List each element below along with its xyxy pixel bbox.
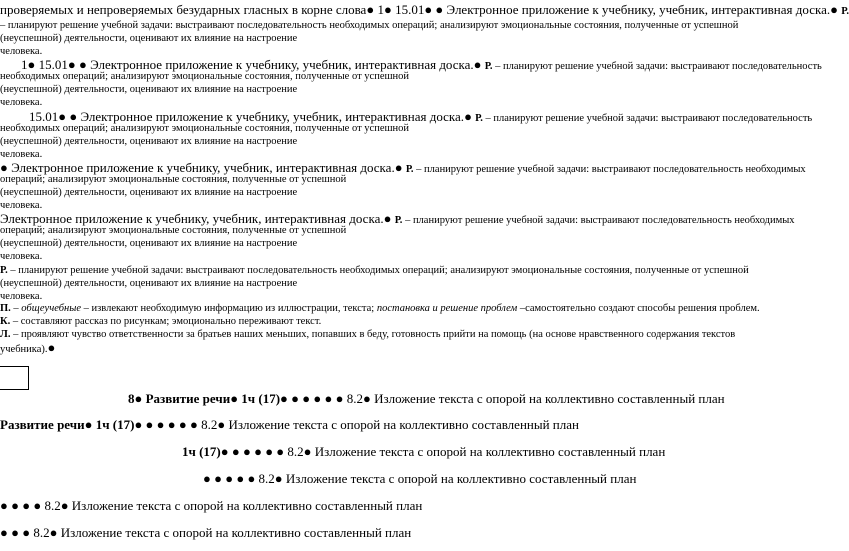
bullet-icon: ● (473, 57, 482, 72)
bullet-icon: ● (230, 391, 239, 406)
bullet-icon: ● (49, 525, 58, 540)
regulatory-label: Р. (841, 6, 849, 17)
plan-row (203, 471, 636, 486)
bullet-icon: ● (464, 109, 472, 124)
bullet-icon: ● (134, 391, 143, 406)
table-cell-box (0, 366, 29, 390)
regulatory-text: – планируют решение учебной задачи: выстраивают последовательность необходимых (405, 215, 795, 226)
lesson-topic: Изложение текста с опорой на коллективно составленный план (285, 471, 637, 486)
regulatory-text: – планируют решение учебной задачи: выстраивают последовательность (495, 61, 822, 72)
bullet-icon: ● (435, 2, 444, 17)
date: 15.01 (395, 2, 425, 17)
italic-term: постановка и решение проблем (376, 303, 518, 314)
cognitive-text: –самостоятельно создают способы решения проблем. (519, 303, 760, 314)
bullet-icon: ● (134, 417, 143, 432)
text-line (0, 315, 321, 328)
lesson-code: 8.2 (44, 498, 61, 513)
bullet-icon: ● (47, 340, 56, 355)
text-line: необходимых операций; анализируют эмоциональные состояния, полученные от успешной (0, 123, 410, 134)
text-line: человека. (0, 149, 43, 160)
regulatory-label: Р. (394, 215, 403, 226)
bullet-icon: ● (22, 498, 31, 513)
resources-text: Электронное приложение к учебнику, учебник, интерактивная доска. (80, 109, 465, 124)
personal-text: – проявляют чувство ответственности за братьев наших меньших, попавших в беду, готовность прийти на помощь (на основе нравственного содержания текстов (13, 329, 736, 340)
lesson-topic: Изложение текста с опорой на коллективно составленный план (228, 417, 579, 432)
text-line: (неуспешной) деятельности, оценивают их влияние на настроение (0, 136, 298, 147)
bullet-icon: ● (203, 471, 211, 486)
bullet-icon: ● (33, 498, 42, 513)
text-line (0, 264, 749, 277)
plan-row (0, 417, 579, 432)
regulatory-text: – планируют решение учебной задачи: выстраивают последовательность необходимых (416, 164, 806, 175)
bullet-icon: ● (156, 417, 165, 432)
text-line: (неуспешной) деятельности, оценивают их влияние на настроение (0, 238, 298, 249)
hours: 1ч (17) (95, 417, 135, 432)
bullet-icon: ● (60, 498, 69, 513)
text-line: человека. (0, 46, 43, 57)
hours: 1ч (17) (182, 444, 221, 459)
bullet-icon: ● (167, 417, 176, 432)
bullet-icon: ● (220, 444, 229, 459)
bullet-icon: ● (335, 391, 344, 406)
regulatory-text: – планируют решение учебной задачи: выстраивают последовательность (485, 113, 813, 124)
bullet-icon: ● (69, 109, 78, 124)
resources-text: Электронное приложение к учебнику, учебник, интерактивная доска. (90, 57, 474, 72)
text-line: человека. (0, 97, 43, 108)
section-title: Развитие речи (145, 391, 231, 406)
lesson-number: 8 (128, 391, 135, 406)
date: 15.01 (29, 109, 59, 124)
lesson-code: 8.2 (287, 444, 304, 459)
text-line: (неуспешной) деятельности, оценивают их влияние на настроение (0, 33, 298, 44)
bullet-icon: ● (302, 391, 311, 406)
bullet-icon: ● (362, 391, 371, 406)
text-line: необходимых операций; анализируют эмоциональные состояния, полученные от успешной (0, 71, 410, 82)
bullet-icon: ● (830, 2, 838, 17)
bullet-icon: ● (242, 444, 251, 459)
text-line: (неуспешной) деятельности, оценивают их влияние на настроение (0, 187, 298, 198)
bullet-icon: ● (78, 57, 87, 72)
regulatory-label: Р. (405, 164, 414, 175)
bullet-icon: ● (231, 444, 240, 459)
bullet-icon: ● (0, 525, 8, 540)
hours: 1ч (17) (241, 391, 281, 406)
bullet-icon: ● (225, 471, 234, 486)
text-line: (неуспешной) деятельности, оценивают их влияние на настроение (0, 84, 298, 95)
bullet-icon: ● (145, 417, 154, 432)
lesson-topic: Изложение текста с опорой на коллективно составленный план (374, 391, 725, 406)
lesson-topic: Изложение текста с опорой на коллективно составленный план (60, 525, 412, 540)
date: 15.01 (38, 57, 68, 72)
text-line: операций; анализируют эмоциональные состояния, полученные от успешной (0, 174, 347, 185)
number: 1 (377, 2, 384, 17)
bullet-icon: ● (313, 391, 322, 406)
cognitive-label: П. (0, 303, 11, 314)
regulatory-label: Р. (475, 113, 483, 124)
lesson-topic: Изложение текста с опорой на коллективно составленный план (314, 444, 666, 459)
text-line (0, 302, 760, 315)
bullet-icon: ● (383, 211, 392, 226)
bullet-icon: ● (67, 57, 76, 72)
bullet-icon: ● (22, 525, 31, 540)
bullet-icon: ● (324, 391, 333, 406)
cognitive-text: – извлекают необходимую информацию из иллюстрации, текста; (83, 303, 375, 314)
bullet-icon: ● (424, 2, 433, 17)
bullet-icon: ● (178, 417, 187, 432)
plan-row (0, 498, 422, 513)
lesson-code: 8.2 (33, 525, 50, 540)
topic-text: проверяемых и непроверяемых безударных гласных в корне слова (0, 2, 367, 17)
bullet-icon: ● (383, 2, 392, 17)
bullet-icon: ● (58, 109, 67, 124)
text-line: – планируют решение учебной задачи: выстраивают последовательность необходимых операций; анализируют эмоциональные состояния, полученные от успешной (0, 20, 739, 31)
bullet-icon: ● (0, 498, 8, 513)
bullet-icon: ● (394, 160, 403, 175)
regulatory-label: Р. (484, 61, 493, 72)
text-line: операций; анализируют эмоциональные состояния, полученные от успешной (0, 225, 347, 236)
communicative-text: – составляют рассказ по рисункам; эмоционально переживают текст. (12, 316, 322, 327)
regulatory-label: Р. (0, 265, 8, 276)
italic-term: общеучебные (21, 303, 81, 314)
bullet-icon: ● (27, 57, 36, 72)
bullet-icon: ● (84, 417, 93, 432)
bullet-icon: ● (189, 417, 198, 432)
bullet-icon: ● (276, 444, 285, 459)
lesson-code: 8.2 (346, 391, 363, 406)
dash: – (13, 303, 19, 314)
bullet-icon: ● (236, 471, 245, 486)
plan-row (182, 444, 665, 459)
text-line: человека. (0, 251, 43, 262)
text-line: человека. (0, 291, 43, 302)
text-line (0, 341, 55, 356)
text-line: (неуспешной) деятельности, оценивают их влияние на настроение (0, 278, 298, 289)
lesson-code: 8.2 (258, 471, 275, 486)
regulatory-text: – планируют решение учебной задачи: выстраивают последовательность необходимых операций; анализируют эмоциональные состояния, полученные от успешной (10, 265, 749, 276)
bullet-icon: ● (247, 471, 256, 486)
lesson-topic: Изложение текста с опорой на коллективно составленный план (71, 498, 423, 513)
bullet-icon: ● (0, 160, 8, 175)
bullet-icon: ● (280, 391, 288, 406)
personal-label: Л. (0, 329, 11, 340)
section-title: Развитие речи (0, 417, 85, 432)
bullet-icon: ● (11, 525, 19, 540)
plan-row (0, 525, 411, 540)
bullet-icon: ● (265, 444, 274, 459)
bullet-icon: ● (274, 471, 283, 486)
text-line: человека. (0, 200, 43, 211)
bullet-icon: ● (11, 498, 19, 513)
plan-row (128, 391, 725, 406)
resources-text: Электронное приложение к учебнику, учебник, интерактивная доска. (0, 211, 384, 226)
bullet-icon: ● (217, 417, 226, 432)
bullet-icon: ● (291, 391, 300, 406)
resources-text: Электронное приложение к учебнику, учебник, интерактивная доска. (446, 2, 831, 17)
resources-text: Электронное приложение к учебнику, учебник, интерактивная доска. (11, 160, 395, 175)
bullet-icon: ● (214, 471, 222, 486)
number: 1 (21, 57, 28, 72)
communicative-label: К. (0, 316, 11, 327)
personal-text: учебника). (0, 344, 48, 355)
lesson-code: 8.2 (201, 417, 218, 432)
text-line (0, 328, 735, 341)
bullet-icon: ● (366, 2, 375, 17)
bullet-icon: ● (303, 444, 312, 459)
bullet-icon: ● (254, 444, 262, 459)
text-line (0, 2, 849, 18)
